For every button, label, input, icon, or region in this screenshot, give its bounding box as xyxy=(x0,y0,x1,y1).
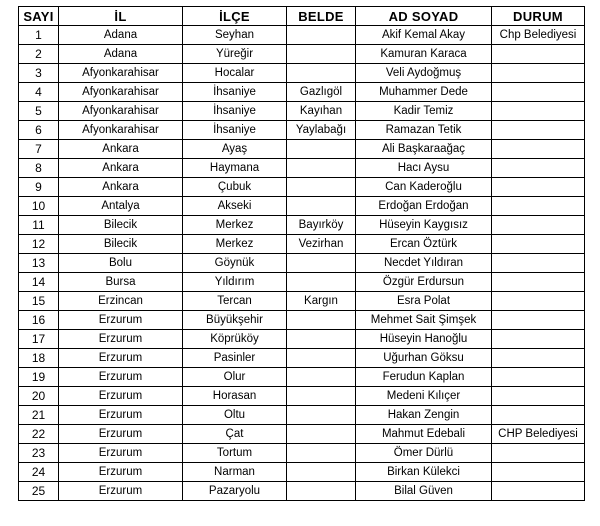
name-cell: Muhammer Dede xyxy=(356,83,492,102)
status-cell xyxy=(492,368,585,387)
table-row xyxy=(19,463,585,482)
district-cell: Göynük xyxy=(183,254,287,273)
row-number: 17 xyxy=(19,330,59,349)
table-row xyxy=(19,406,585,425)
row-number: 10 xyxy=(19,197,59,216)
table-row xyxy=(19,64,585,83)
town-cell: Yaylabağı xyxy=(287,121,356,140)
row-number: 24 xyxy=(19,463,59,482)
town-cell: Bayırköy xyxy=(287,216,356,235)
district-cell: Tortum xyxy=(183,444,287,463)
table-row xyxy=(19,26,585,45)
row-number: 21 xyxy=(19,406,59,425)
status-cell xyxy=(492,45,585,64)
province-cell: Ankara xyxy=(59,159,183,178)
name-cell: Bilal Güven xyxy=(356,482,492,501)
town-cell xyxy=(287,444,356,463)
name-cell: Mahmut Edebali xyxy=(356,425,492,444)
table-row xyxy=(19,273,585,292)
district-cell: Haymana xyxy=(183,159,287,178)
name-cell: Erdoğan Erdoğan xyxy=(356,197,492,216)
district-cell: İhsaniye xyxy=(183,83,287,102)
province-cell: Bolu xyxy=(59,254,183,273)
status-cell xyxy=(492,64,585,83)
header-ilce: İLÇE xyxy=(183,7,287,26)
name-cell: Ferudun Kaplan xyxy=(356,368,492,387)
name-cell: Hakan Zengin xyxy=(356,406,492,425)
name-cell: Veli Aydoğmuş xyxy=(356,64,492,83)
row-number: 20 xyxy=(19,387,59,406)
table-row xyxy=(19,159,585,178)
name-cell: Medeni Kılıçer xyxy=(356,387,492,406)
province-cell: Erzurum xyxy=(59,482,183,501)
name-cell: Hüseyin Kaygısız xyxy=(356,216,492,235)
town-cell xyxy=(287,45,356,64)
row-number: 4 xyxy=(19,83,59,102)
town-cell xyxy=(287,387,356,406)
table-row xyxy=(19,368,585,387)
status-cell xyxy=(492,311,585,330)
town-cell: Vezirhan xyxy=(287,235,356,254)
table-container xyxy=(18,6,585,501)
header-row xyxy=(19,7,585,26)
header-ad-soyad: AD SOYAD xyxy=(356,7,492,26)
name-cell: Ömer Dürlü xyxy=(356,444,492,463)
province-cell: Ankara xyxy=(59,178,183,197)
town-cell xyxy=(287,330,356,349)
district-cell: Yıldırım xyxy=(183,273,287,292)
row-number: 19 xyxy=(19,368,59,387)
table-row xyxy=(19,444,585,463)
row-number: 7 xyxy=(19,140,59,159)
town-cell xyxy=(287,425,356,444)
province-cell: Antalya xyxy=(59,197,183,216)
table-row xyxy=(19,482,585,501)
table-row xyxy=(19,83,585,102)
district-cell: Seyhan xyxy=(183,26,287,45)
district-cell: Tercan xyxy=(183,292,287,311)
name-cell: Uğurhan Göksu xyxy=(356,349,492,368)
row-number: 13 xyxy=(19,254,59,273)
table-row xyxy=(19,216,585,235)
town-cell: Kayıhan xyxy=(287,102,356,121)
row-number: 22 xyxy=(19,425,59,444)
status-cell xyxy=(492,197,585,216)
status-cell xyxy=(492,406,585,425)
status-cell: Chp Belediyesi xyxy=(492,26,585,45)
district-cell: Horasan xyxy=(183,387,287,406)
status-cell xyxy=(492,178,585,197)
status-cell xyxy=(492,216,585,235)
province-cell: Afyonkarahisar xyxy=(59,102,183,121)
name-cell: Mehmet Sait Şimşek xyxy=(356,311,492,330)
name-cell: Kadir Temiz xyxy=(356,102,492,121)
town-cell xyxy=(287,273,356,292)
district-cell: Pasinler xyxy=(183,349,287,368)
header-il: İL xyxy=(59,7,183,26)
town-cell xyxy=(287,311,356,330)
name-cell: Akif Kemal Akay xyxy=(356,26,492,45)
district-cell: Oltu xyxy=(183,406,287,425)
province-cell: Bursa xyxy=(59,273,183,292)
town-cell xyxy=(287,406,356,425)
name-cell: Can Kaderoğlu xyxy=(356,178,492,197)
town-cell xyxy=(287,140,356,159)
status-cell xyxy=(492,235,585,254)
row-number: 3 xyxy=(19,64,59,83)
name-cell: Özgür Erdursun xyxy=(356,273,492,292)
district-cell: Büyükşehir xyxy=(183,311,287,330)
row-number: 14 xyxy=(19,273,59,292)
header-sayi: SAYI xyxy=(19,7,59,26)
district-cell: Ayaş xyxy=(183,140,287,159)
table-row xyxy=(19,349,585,368)
status-cell xyxy=(492,140,585,159)
district-cell: Yüreğir xyxy=(183,45,287,64)
row-number: 6 xyxy=(19,121,59,140)
name-cell: Birkan Külekci xyxy=(356,463,492,482)
district-cell: Hocalar xyxy=(183,64,287,83)
row-number: 25 xyxy=(19,482,59,501)
province-cell: Bilecik xyxy=(59,235,183,254)
status-cell xyxy=(492,121,585,140)
district-cell: Merkez xyxy=(183,235,287,254)
name-cell: Ercan Öztürk xyxy=(356,235,492,254)
district-cell: Pazaryolu xyxy=(183,482,287,501)
row-number: 23 xyxy=(19,444,59,463)
town-cell xyxy=(287,159,356,178)
row-number: 18 xyxy=(19,349,59,368)
town-cell: Gazlıgöl xyxy=(287,83,356,102)
table-row xyxy=(19,292,585,311)
province-cell: Afyonkarahisar xyxy=(59,83,183,102)
table-row xyxy=(19,387,585,406)
table-row xyxy=(19,330,585,349)
name-cell: Ali Başkaraağaç xyxy=(356,140,492,159)
table-row xyxy=(19,254,585,273)
status-cell xyxy=(492,349,585,368)
status-cell xyxy=(492,273,585,292)
province-cell: Erzurum xyxy=(59,463,183,482)
row-number: 11 xyxy=(19,216,59,235)
row-number: 9 xyxy=(19,178,59,197)
province-cell: Erzincan xyxy=(59,292,183,311)
table-row xyxy=(19,311,585,330)
town-cell xyxy=(287,178,356,197)
district-cell: Çubuk xyxy=(183,178,287,197)
province-cell: Afyonkarahisar xyxy=(59,121,183,140)
town-cell xyxy=(287,64,356,83)
status-cell xyxy=(492,254,585,273)
header-durum: DURUM xyxy=(492,7,585,26)
name-cell: Hüseyin Hanoğlu xyxy=(356,330,492,349)
town-cell xyxy=(287,197,356,216)
name-cell: Esra Polat xyxy=(356,292,492,311)
district-cell: Çat xyxy=(183,425,287,444)
status-cell xyxy=(492,463,585,482)
province-cell: Adana xyxy=(59,45,183,64)
status-cell xyxy=(492,83,585,102)
province-cell: Adana xyxy=(59,26,183,45)
town-cell xyxy=(287,482,356,501)
name-cell: Kamuran Karaca xyxy=(356,45,492,64)
header-belde: BELDE xyxy=(287,7,356,26)
district-cell: Akseki xyxy=(183,197,287,216)
province-cell: Bilecik xyxy=(59,216,183,235)
province-cell: Erzurum xyxy=(59,406,183,425)
mayors-table xyxy=(18,6,585,501)
table-row xyxy=(19,45,585,64)
province-cell: Erzurum xyxy=(59,330,183,349)
status-cell: CHP Belediyesi xyxy=(492,425,585,444)
row-number: 15 xyxy=(19,292,59,311)
district-cell: Köprüköy xyxy=(183,330,287,349)
status-cell xyxy=(492,102,585,121)
name-cell: Ramazan Tetik xyxy=(356,121,492,140)
table-row xyxy=(19,102,585,121)
status-cell xyxy=(492,292,585,311)
province-cell: Erzurum xyxy=(59,368,183,387)
province-cell: Afyonkarahisar xyxy=(59,64,183,83)
table-row xyxy=(19,425,585,444)
district-cell: Merkez xyxy=(183,216,287,235)
province-cell: Erzurum xyxy=(59,387,183,406)
province-cell: Erzurum xyxy=(59,311,183,330)
row-number: 12 xyxy=(19,235,59,254)
province-cell: Erzurum xyxy=(59,444,183,463)
town-cell xyxy=(287,349,356,368)
status-cell xyxy=(492,482,585,501)
town-cell xyxy=(287,254,356,273)
town-cell xyxy=(287,368,356,387)
row-number: 2 xyxy=(19,45,59,64)
province-cell: Erzurum xyxy=(59,425,183,444)
status-cell xyxy=(492,330,585,349)
status-cell xyxy=(492,387,585,406)
district-cell: Narman xyxy=(183,463,287,482)
row-number: 8 xyxy=(19,159,59,178)
name-cell: Necdet Yıldıran xyxy=(356,254,492,273)
table-row xyxy=(19,178,585,197)
table-row xyxy=(19,197,585,216)
name-cell: Hacı Aysu xyxy=(356,159,492,178)
row-number: 16 xyxy=(19,311,59,330)
province-cell: Erzurum xyxy=(59,349,183,368)
table-body xyxy=(19,26,585,501)
row-number: 5 xyxy=(19,102,59,121)
table-row xyxy=(19,235,585,254)
town-cell xyxy=(287,26,356,45)
town-cell xyxy=(287,463,356,482)
status-cell xyxy=(492,444,585,463)
row-number: 1 xyxy=(19,26,59,45)
district-cell: İhsaniye xyxy=(183,102,287,121)
province-cell: Ankara xyxy=(59,140,183,159)
district-cell: Olur xyxy=(183,368,287,387)
status-cell xyxy=(492,159,585,178)
table-row xyxy=(19,140,585,159)
town-cell: Kargın xyxy=(287,292,356,311)
table-row xyxy=(19,121,585,140)
district-cell: İhsaniye xyxy=(183,121,287,140)
